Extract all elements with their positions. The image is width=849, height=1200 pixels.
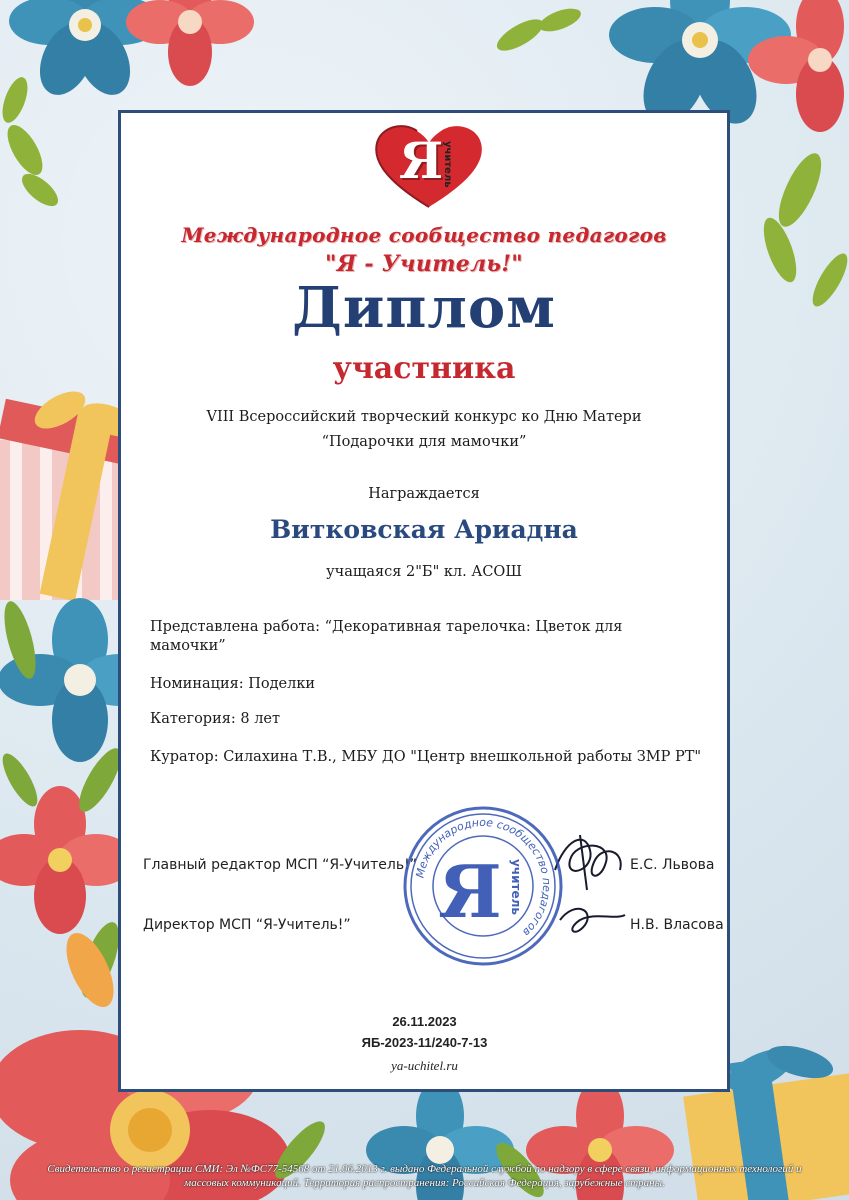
organization-motto: "Я - Учитель!" bbox=[324, 251, 524, 277]
flower-icon bbox=[0, 786, 134, 934]
diploma-title: Диплом bbox=[292, 275, 556, 341]
stamp-letter: Я bbox=[438, 849, 502, 934]
certificate-number: ЯБ-2023-11/240-7-13 bbox=[361, 1035, 488, 1050]
nomination: Номинация: Поделки bbox=[150, 676, 316, 692]
awarded-label: Награждается bbox=[368, 486, 480, 502]
editor-role: Главный редактор МСП “Я-Учитель!” bbox=[143, 857, 417, 873]
editor-name: Е.С. Львова bbox=[630, 857, 715, 873]
legal-notice: Свидетельство о регистрации СМИ: Эл №ФС77-54568 от 21.06.2013 г. выдано Федеральной службой по надзору в сфере связи, информационных технологий и массовых коммуникаций. Территория распространения: Российская Федерация, зарубежные страны. bbox=[47, 1163, 802, 1189]
contest-name: VIII Всероссийский творческий конкурс ко Дню Матери bbox=[206, 409, 642, 425]
director-name: Н.В. Власова bbox=[630, 917, 724, 933]
logo-letter: Я bbox=[399, 131, 444, 190]
director-role: Директор МСП “Я-Учитель!” bbox=[143, 917, 351, 933]
recipient-name: Витковская Ариадна bbox=[270, 515, 578, 544]
work-title-line1: Представлена работа: “Декоративная тарелочка: Цветок для bbox=[150, 619, 623, 635]
stamp-icon bbox=[402, 805, 564, 967]
logo-word: учитель bbox=[442, 141, 453, 188]
organization-name: Международное сообщество педагогов bbox=[181, 223, 667, 247]
diploma-subtitle: участника bbox=[332, 351, 516, 386]
recipient-info: учащаяся 2"Б" кл. АСОШ bbox=[326, 564, 522, 580]
curator: Куратор: Силахина Т.В., МБУ ДО "Центр внешкольной работы ЗМР РТ" bbox=[150, 749, 702, 765]
stamp-ring-text: Международное сообщество педагогов bbox=[413, 815, 554, 939]
work-title-line2: мамочки” bbox=[150, 638, 226, 654]
stamp-word: учитель bbox=[509, 859, 523, 915]
issue-date: 26.11.2023 bbox=[392, 1014, 457, 1029]
website-link[interactable]: ya-uchitel.ru bbox=[391, 1058, 458, 1073]
contest-title: “Подарочки для мамочки” bbox=[321, 434, 527, 450]
category: Категория: 8 лет bbox=[150, 711, 281, 727]
flower-icon bbox=[126, 0, 254, 86]
